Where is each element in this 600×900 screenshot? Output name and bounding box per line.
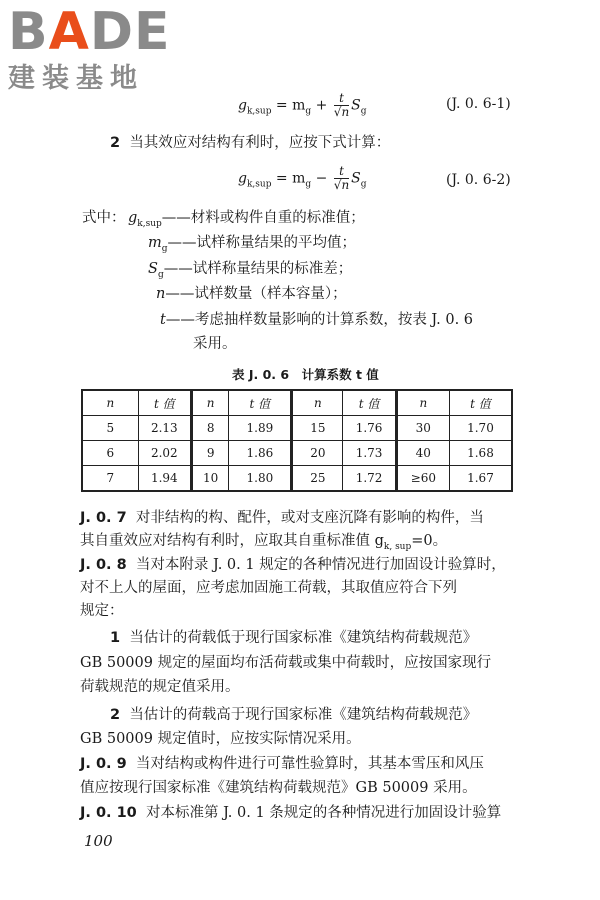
brand-de: DE: [89, 2, 171, 62]
header-text: t 值: [470, 396, 491, 411]
table-cell: 7: [82, 466, 138, 492]
clause-number: J. 0. 8: [80, 557, 127, 573]
clause-text: 其自重效应对结构有利时，应取其自重标准值 g: [80, 533, 384, 549]
where-item: [156, 283, 347, 306]
where-text: ——考虑抽样数量影响的计算系数，按表 J. 0. 6: [165, 312, 474, 328]
item-2-line2: GB 50009 规定值时，应按实际情况采用。: [80, 731, 361, 747]
eq-subscript: g: [360, 106, 367, 117]
clause-number: J. 0. 7: [80, 510, 127, 526]
where-symbol: g: [128, 210, 138, 226]
where-symbol: m: [148, 235, 162, 251]
table-cell: 30: [396, 416, 449, 441]
eq-sign: −: [315, 170, 328, 187]
where-symbol: n: [156, 286, 166, 302]
header-cell: [292, 390, 343, 416]
eq-subscript: g: [305, 106, 312, 117]
where-label: 式中：: [82, 210, 126, 226]
frac-numerator: t: [334, 165, 349, 179]
eq-subscript: g: [360, 179, 367, 190]
table-cell: 10: [191, 466, 228, 492]
clause-2: [110, 132, 390, 155]
eq-fraction: [334, 165, 349, 192]
eq-symbol: S: [351, 170, 361, 187]
where-subscript: g: [157, 269, 164, 280]
table-cell: 2.02: [138, 441, 191, 466]
clause-text: 当其效应对结构有利时，应按下式计算：: [129, 135, 391, 151]
where-continuation: 采用。: [193, 336, 237, 352]
table-row: [82, 466, 512, 492]
eq-subscript: g: [305, 179, 312, 190]
table-cell: 1.94: [138, 466, 191, 492]
clause-j08: [80, 554, 506, 577]
equation-2-number: (J. 0. 6-2): [446, 172, 511, 188]
table-cell: 1.76: [343, 416, 396, 441]
header-cell: [396, 390, 449, 416]
clause-j08-line2: 对不上人的屋面，应考虑加固施工荷载，其取值应符合下列: [80, 580, 457, 596]
item-number: 1: [110, 630, 121, 646]
clause-text: 当对结构或构件进行可靠性验算时，其基本雪压和风压: [135, 756, 484, 772]
clause-text: 对非结构的构、配件，或对支座沉降有影响的构件，当: [135, 510, 484, 526]
equation-2: [238, 165, 367, 194]
table-header-row: [82, 390, 512, 416]
clause-j09: [80, 753, 484, 776]
where-text: ——试样称量结果的标准差；: [163, 261, 353, 277]
clause-text: 对本标准第 J. 0. 1 条规定的各种情况进行加固设计验算: [146, 805, 502, 821]
clause-number: J. 0. 10: [80, 805, 137, 821]
item-1-line2: GB 50009 规定的屋面均布活荷载或集中荷载时，应按国家现行: [80, 655, 492, 671]
frac-denominator: √n: [333, 178, 350, 192]
brand-subtitle: 建装基地: [8, 63, 144, 94]
item-text: 当估计的荷载低于现行国家标准《建筑结构荷载规范》: [129, 630, 478, 646]
where-item: [148, 232, 356, 261]
equation-1-number: (J. 0. 6-1): [446, 96, 511, 112]
clause-text: =0。: [411, 533, 448, 549]
clause-number: 2: [110, 135, 121, 151]
table-row: [82, 441, 512, 466]
clause-text: 当对本附录 J. 0. 1 规定的各种情况进行加固设计验算时，: [135, 557, 506, 573]
where-subscript: g: [161, 243, 168, 254]
table-cell: 2.13: [138, 416, 191, 441]
table-cell: 25: [292, 466, 343, 492]
eq-sign: +: [315, 97, 328, 114]
table-cell: 20: [292, 441, 343, 466]
eq-subscript: k,sup: [246, 179, 272, 190]
table-cell: 1.70: [449, 416, 512, 441]
table-row: [82, 416, 512, 441]
header-text: t 值: [249, 396, 271, 411]
clause-subscript: k, sup: [383, 541, 412, 552]
where-item: [160, 309, 473, 332]
brand-logo: [8, 2, 171, 62]
table-cell: 8: [191, 416, 228, 441]
header-cell: [449, 390, 512, 416]
eq-subscript: k,sup: [246, 106, 272, 117]
table-cell: 6: [82, 441, 138, 466]
eq-symbol: S: [351, 97, 361, 114]
table-cell: 5: [82, 416, 138, 441]
table-cell: 15: [292, 416, 343, 441]
clause-number: J. 0. 9: [80, 756, 127, 772]
eq-symbol: g: [238, 170, 247, 187]
eq-fraction: [334, 92, 349, 119]
header-text: n: [314, 396, 322, 410]
item-text: 当估计的荷载高于现行国家标准《建筑结构荷载规范》: [129, 707, 478, 723]
eq-symbol: g: [238, 97, 247, 114]
table-caption: 表 J. 0. 6 计算系数 t 值: [232, 367, 379, 382]
clause-j08-line3: 规定：: [80, 603, 124, 619]
item-1-line3: 荷载规范的规定值采用。: [80, 679, 240, 695]
brand-b: B: [8, 2, 49, 62]
clause-j07: [80, 507, 484, 530]
header-cell: [343, 390, 396, 416]
header-text: t 值: [153, 396, 175, 411]
table-cell: 1.67: [449, 466, 512, 492]
where-text: ——试样称量结果的平均值；: [167, 235, 357, 251]
item-2: [110, 704, 477, 727]
table-cell: 40: [396, 441, 449, 466]
item-1: [110, 627, 477, 650]
clause-j09-line2: 值应按现行国家标准《建筑结构荷载规范》GB 50009 采用。: [80, 780, 477, 796]
table-cell: 9: [191, 441, 228, 466]
where-text: ——材料或构件自重的标准值；: [161, 210, 365, 226]
eq-text: = m: [275, 170, 306, 187]
header-text: n: [106, 396, 115, 410]
brand-a: A: [48, 2, 90, 62]
table-cell: 1.72: [343, 466, 396, 492]
header-cell: [191, 390, 228, 416]
eq-text: = m: [275, 97, 306, 114]
clause-j010: [80, 802, 501, 825]
where-symbol: t: [160, 312, 166, 328]
header-cell: [82, 390, 138, 416]
item-number: 2: [110, 707, 121, 723]
table-cell: 1.73: [343, 441, 396, 466]
where-text: ——试样数量（样本容量）；: [165, 286, 347, 302]
where-symbol: S: [148, 261, 158, 277]
header-text: n: [206, 396, 215, 410]
header-cell: [229, 390, 292, 416]
table-cell: ≥60: [396, 466, 449, 492]
table-cell: 1.89: [229, 416, 292, 441]
frac-denominator: √n: [333, 105, 350, 119]
page-number: 100: [84, 832, 113, 850]
table-cell: 1.80: [229, 466, 292, 492]
header-cell: [138, 390, 191, 416]
frac-numerator: t: [334, 92, 349, 106]
header-text: t 值: [358, 396, 380, 411]
header-text: n: [419, 396, 428, 410]
where-subscript: k,sup: [137, 218, 162, 229]
t-value-table: [81, 389, 513, 492]
table-cell: 1.68: [449, 441, 512, 466]
equation-1: [238, 92, 367, 121]
table-cell: 1.86: [229, 441, 292, 466]
